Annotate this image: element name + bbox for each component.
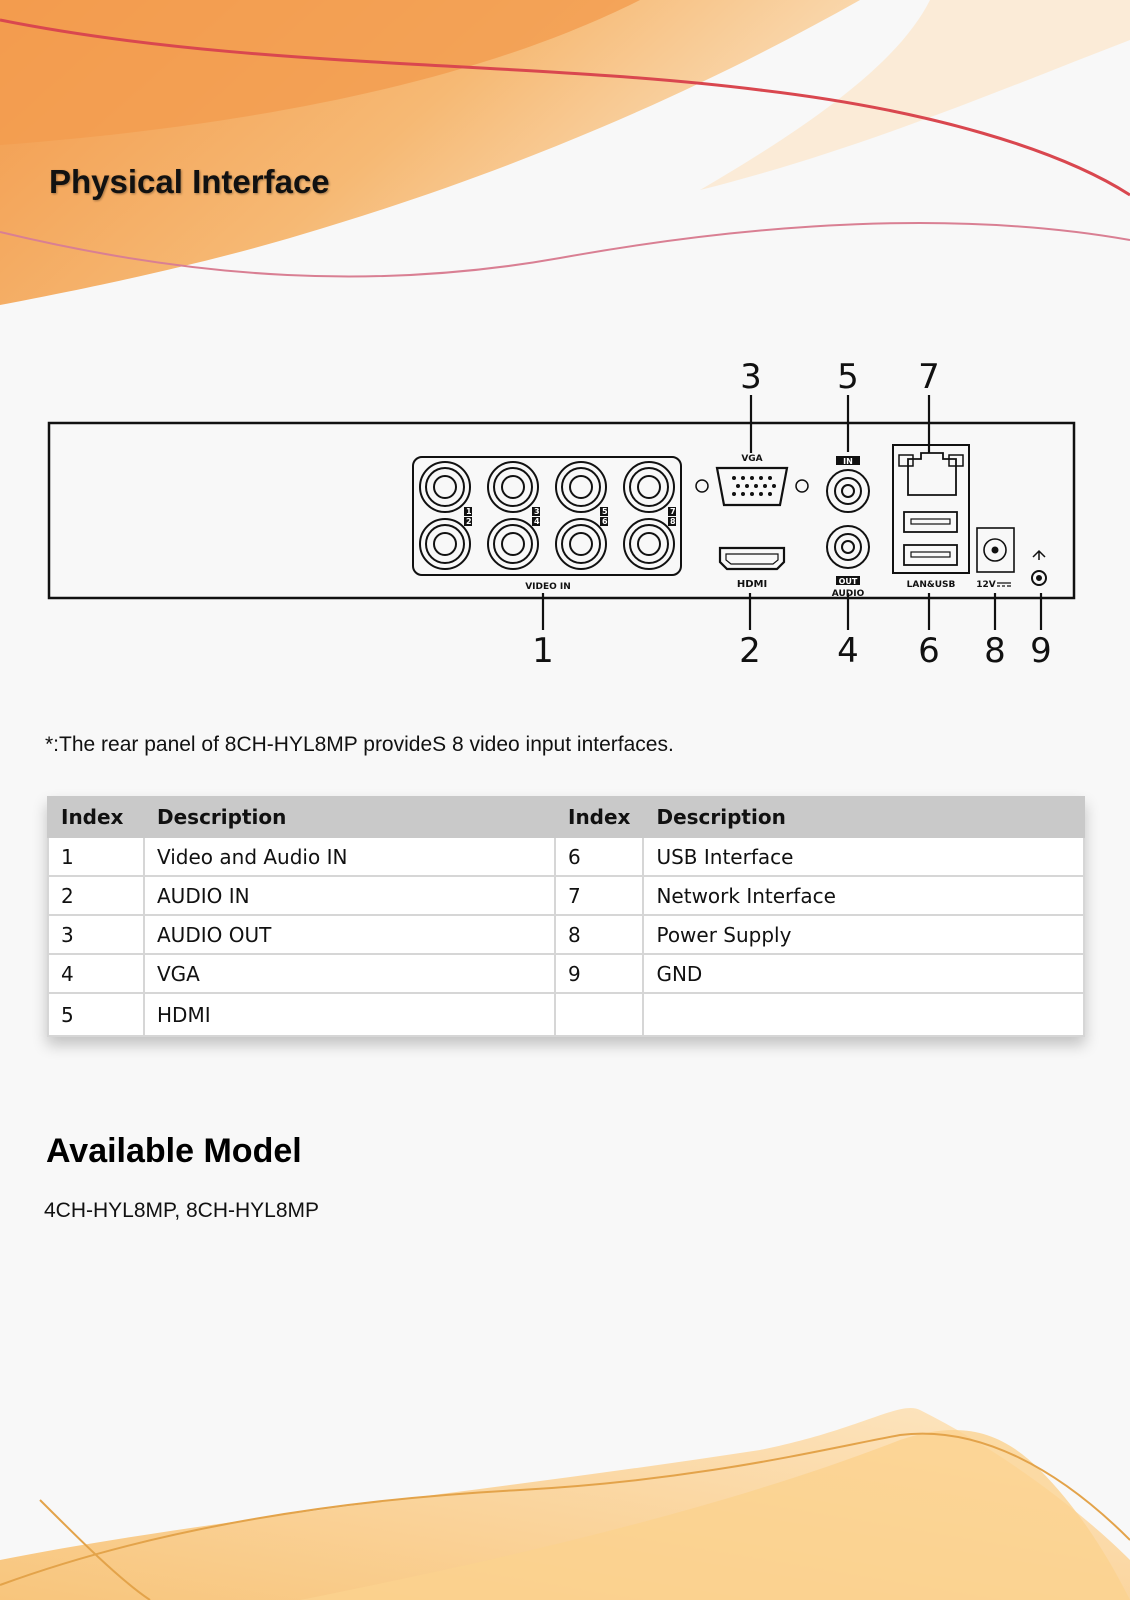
bnc-label-1: 1 [466, 507, 472, 516]
table-cell: Network Interface [643, 876, 1084, 915]
bnc-label-7: 7 [670, 507, 676, 516]
callout-9: 9 [1030, 631, 1052, 671]
table-cell: 5 [48, 993, 144, 1036]
hdmi-label: HDMI [736, 579, 768, 590]
vga-label: VGA [741, 454, 763, 464]
callout-2: 2 [739, 631, 761, 671]
table-cell: Video and Audio IN [144, 837, 555, 876]
callout-8: 8 [984, 631, 1006, 671]
page-title: Physical Interface [49, 163, 330, 200]
table-row [48, 993, 1084, 1036]
table-cell: 7 [555, 876, 643, 915]
audio-in-label: IN [843, 457, 853, 466]
callout-6: 6 [918, 631, 940, 671]
table-cell: 3 [48, 915, 144, 954]
table-cell: GND [643, 954, 1084, 993]
header-description: Description [643, 797, 1084, 837]
table-cell: AUDIO IN [144, 876, 555, 915]
bnc-label-5: 5 [602, 507, 608, 516]
table-row [48, 915, 1084, 954]
table-cell: VGA [144, 954, 555, 993]
chassis-outline [49, 423, 1074, 598]
panel-note: *:The rear panel of 8CH-HYL8MP provideS 8 video input interfaces. [45, 733, 674, 756]
bnc-label-6: 6 [602, 517, 608, 526]
models-list: 4CH-HYL8MP, 8CH-HYL8MP [44, 1199, 320, 1222]
table-row [48, 837, 1084, 876]
rear-panel-diagram [40, 355, 1090, 675]
audio-out-label: OUT [838, 577, 858, 586]
bnc-block [413, 457, 681, 575]
table-cell: 6 [555, 837, 643, 876]
table-cell: HDMI [144, 993, 555, 1036]
header-index: Index [48, 797, 144, 837]
bnc-label-2: 2 [466, 517, 472, 526]
callout-3: 3 [740, 357, 762, 397]
table-cell: USB Interface [643, 837, 1084, 876]
header-description: Description [144, 797, 555, 837]
table-row [48, 954, 1084, 993]
bnc-label-8: 8 [670, 517, 676, 526]
table-cell: Power Supply [643, 915, 1084, 954]
lan-usb-label: LAN&USB [906, 580, 956, 590]
table-cell: 2 [48, 876, 144, 915]
callout-1: 1 [532, 631, 554, 671]
table-cell: 9 [555, 954, 643, 993]
table-cell: 4 [48, 954, 144, 993]
table-row [48, 876, 1084, 915]
table-header-row [48, 797, 1084, 837]
audio-label: AUDIO [831, 589, 865, 599]
callout-5: 5 [837, 357, 859, 397]
interface-table [47, 796, 1085, 1037]
table-cell: AUDIO OUT [144, 915, 555, 954]
table-cell: 1 [48, 837, 144, 876]
bnc-label-3: 3 [534, 507, 540, 516]
bnc-label-4: 4 [534, 517, 540, 526]
callout-4: 4 [837, 631, 859, 671]
table-cell: 8 [555, 915, 643, 954]
table-cell [555, 993, 643, 1036]
video-in-label: VIDEO IN [525, 582, 571, 592]
header-index: Index [555, 797, 643, 837]
callout-7: 7 [918, 357, 940, 397]
power-label: 12V [976, 580, 996, 590]
table-cell [643, 993, 1084, 1036]
models-heading: Available Model [46, 1132, 302, 1170]
